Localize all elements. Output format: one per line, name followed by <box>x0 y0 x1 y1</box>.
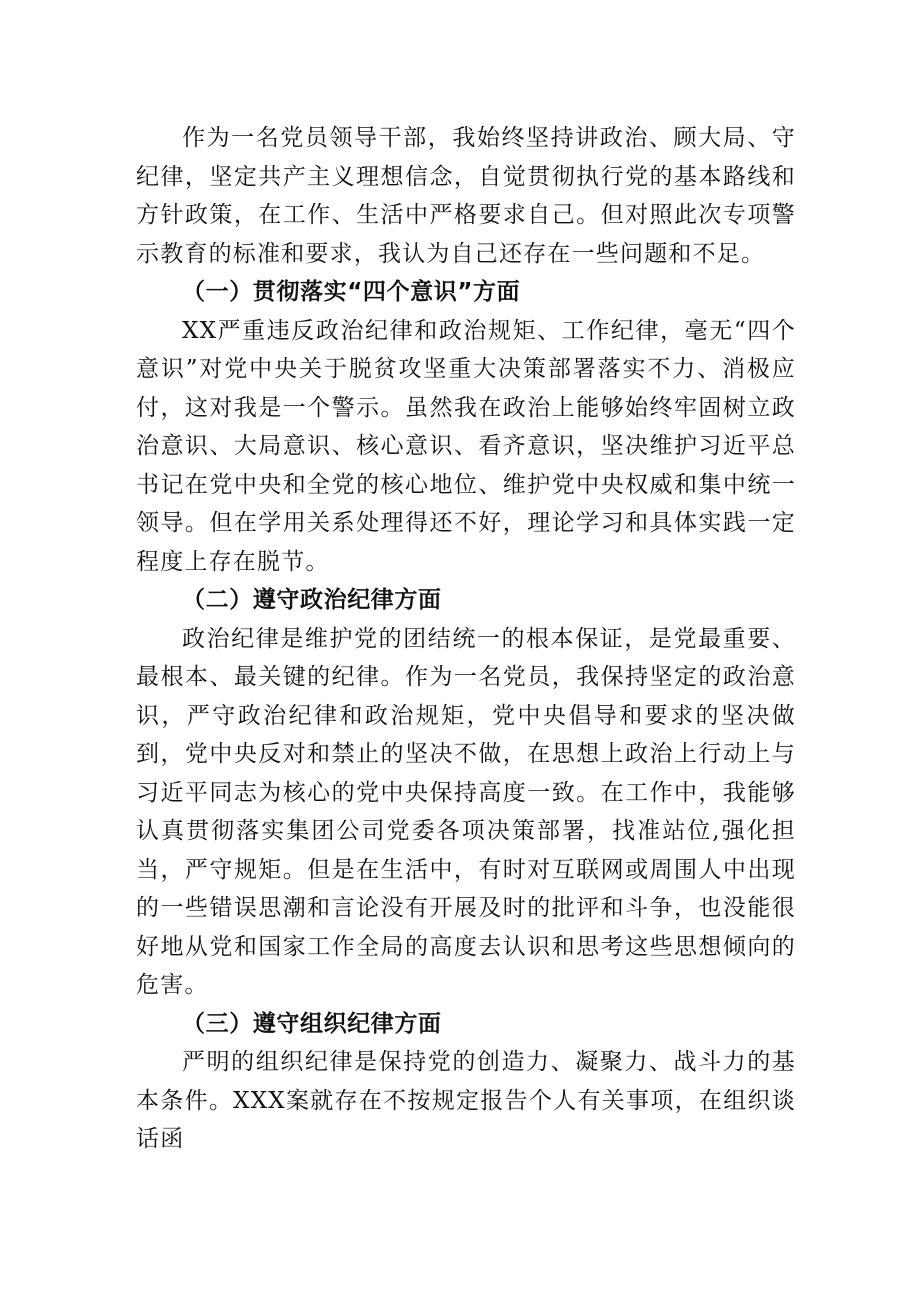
section-heading-organizational-discipline: （三）遵守组织纪律方面 <box>182 1010 442 1037</box>
section-heading-four-consciousness: （一）贯彻落实“四个意识”方面 <box>182 279 521 305</box>
four-consciousness-paragraph: XX严重违反政治纪律和政治规矩、工作纪律，毫无“四个意识”对党中央关于脱贫攻坚重大决策部署落实不力、消极应付，这对我是一个警示。虽然我在政治上能够始终牢固树立政治意识、大局意识、核心意识、看齐意识，坚决维护习近平总书记在党中央和全党的核心地位、维护党中央权威和集中统一领导。但在学用关系处理得还不好，理论学习和具体实践一定程度上存在脱节。 <box>136 317 796 575</box>
intro-paragraph: 作为一名党员领导干部，我始终坚持讲政治、顾大局、守纪律，坚定共产主义理想信念，自觉贯彻执行党的基本路线和方针政策，在工作、生活中严格要求自己。但对照此次专项警示教育的标准和要求，我认为自己还存在一些问题和不足。 <box>136 125 796 267</box>
organizational-discipline-paragraph: 严明的组织纪律是保持党的创造力、凝聚力、战斗力的基本条件。XXX案就存在不按规定报告个人有关事项，在组织谈话函 <box>136 1049 796 1152</box>
document-body <box>136 119 796 1159</box>
political-discipline-paragraph: 政治纪律是维护党的团结统一的根本保证，是党最重要、最根本、最关键的纪律。作为一名党员，我保持坚定的政治意识，严守政治纪律和政治规矩，党中央倡导和要求的坚决做到，党中央反对和禁止的坚决不做，在思想上政治上行动上与习近平同志为核心的党中央保持高度一致。在工作中，我能够认真贯彻落实集团公司党委各项决策部署，找准站位,强化担当，严守规矩。但是在生活中，有时对互联网或周围人中出现的一些错误思潮和言论没有开展及时的批评和斗争，也没能很好地从党和国家工作全局的高度去认识和思考这些思想倾向的危害。 <box>136 625 796 998</box>
section-heading-political-discipline: （二）遵守政治纪律方面 <box>182 587 442 613</box>
